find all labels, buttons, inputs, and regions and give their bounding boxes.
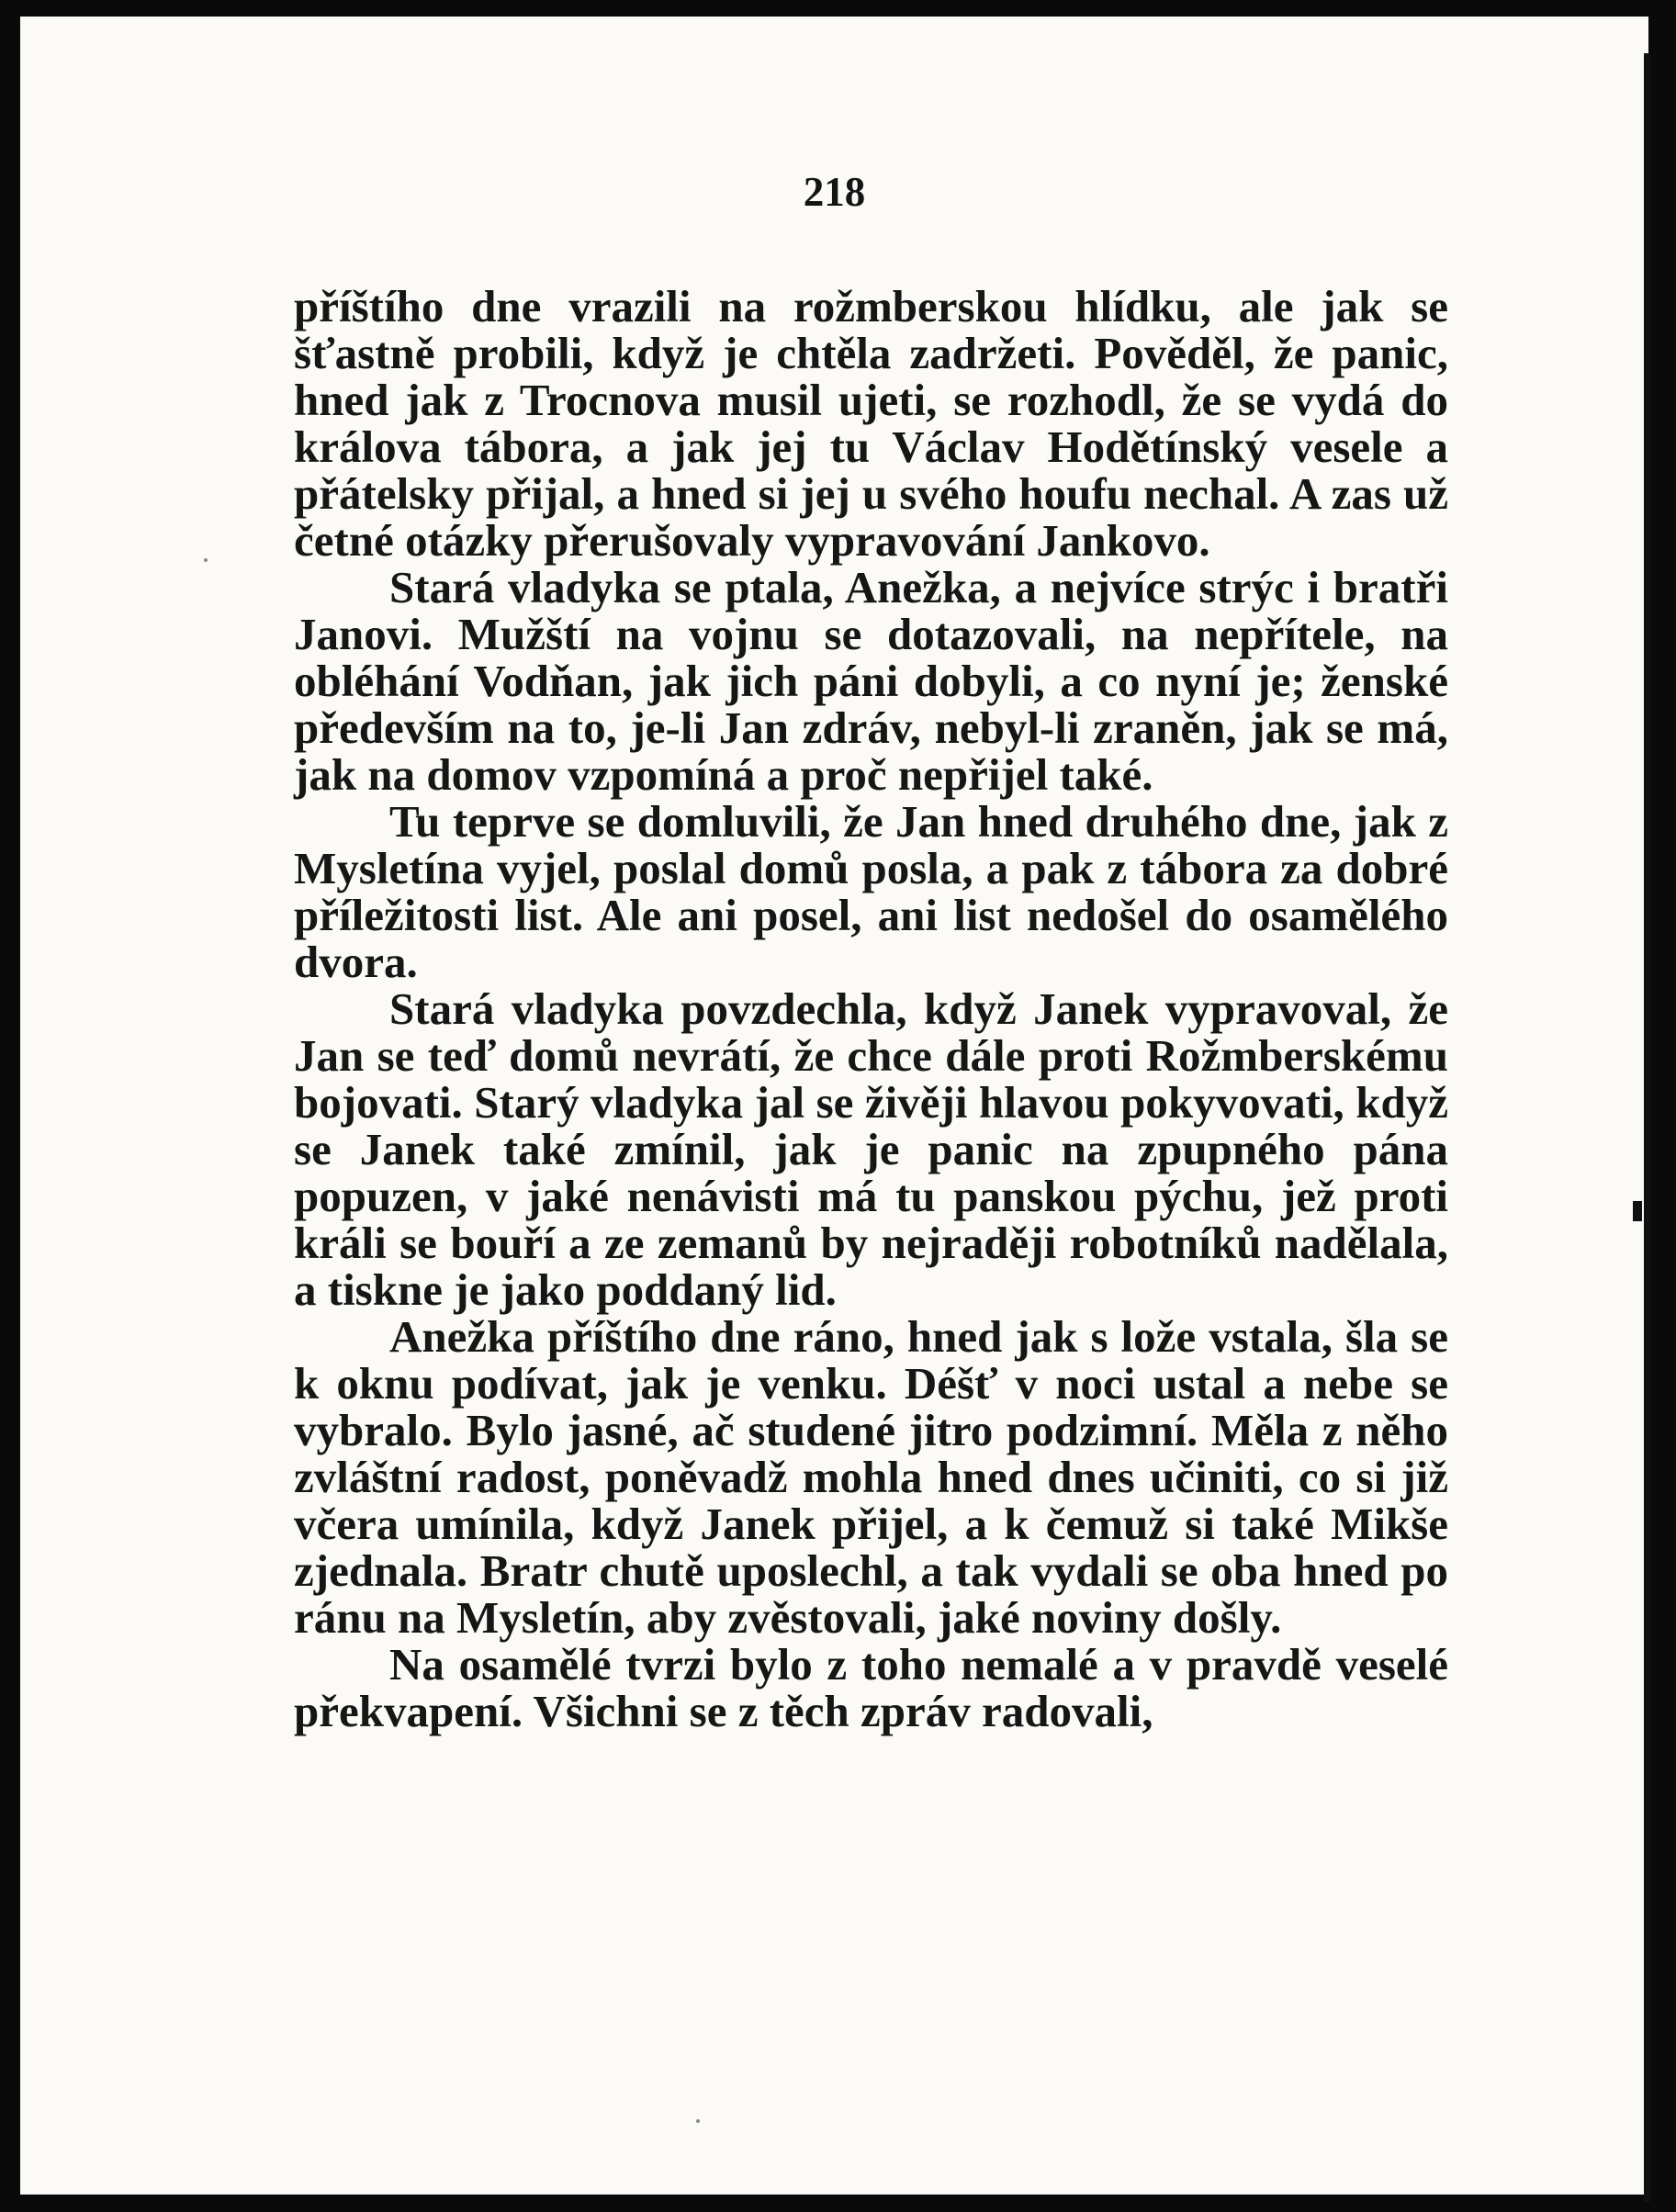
paragraph-4: Stará vladyka povzdechla, když Janek vypravoval, že Jan se teď domů nevrátí, že chce dále proti Rožmberskému bojovati. Starý vladyka jal se živěji hlavou pokyvovati, když se Janek také zmínil, jak je panic na zpupného pána popuzen, v jaké nenávisti má tu panskou pýchu, jež proti králi se bouří a ze zemanů by nejraději robotníků nadělala, a tiskne je jako poddaný lid. [294, 983, 1448, 1315]
paper-speck [204, 558, 208, 562]
page-number: 218 [803, 169, 866, 215]
paragraph-6: Na osamělé tvrzi bylo z toho nemalé a v pravdě veselé překvapení. Všichni se z těch zpráv radovali, [294, 1639, 1448, 1736]
paper-speck [696, 2119, 700, 2123]
book-page [20, 17, 1648, 2195]
body-text [294, 283, 1448, 1735]
paragraph-5: Anežka příštího dne ráno, hned jak s lože vstala, šla se k oknu podívat, jak je venku. Déšť v noci ustal a nebe se vybralo. Bylo jasné, ač studené jitro podzimní. Měla z něho zvláštní radost, poněvadž mohla hned dnes učiniti, co si již včera umínila, když Janek přijel, a k čemuž si také Mikše zjednala. Bratr chutě uposlechl, a tak vydali se oba hned po ránu na Mysletín, aby zvěstovali, jaké noviny došly. [294, 1311, 1448, 1643]
paragraph-2: Stará vladyka se ptala, Anežka, a nejvíce strýc i bratři Janovi. Mužští na vojnu se dotazovali, na nepřítele, na obléhání Vodňan, jak jich páni dobyli, a co nyní je; ženské především na to, je-li Jan zdráv, nebyl-li zraněn, jak se má, jak na domov vzpomíná a proč nepřijel také. [294, 562, 1448, 800]
paragraph-3: Tu teprve se domluvili, že Jan hned druhého dne, jak z Mysletína vyjel, poslal domů posla, a pak z tábora za dobré příležitosti list. Ale ani posel, ani list nedošel do osamělého dvora. [294, 796, 1448, 987]
page-edge-mark [1633, 1201, 1642, 1221]
page-edge-shadow [1644, 53, 1650, 2202]
paragraph-1: příštího dne vrazili na rožmberskou hlídku, ale jak se šťastně probili, když je chtěla zadržeti. Pověděl, že panic, hned jak z Trocnova musil ujeti, se rozhodl, že se vydá do králova tábora, a jak jej tu Václav Hodětínský vesele a přátelsky přijal, a hned si jej u svého houfu nechal. A zas už četné otázky přerušovaly vypravování Jankovo. [294, 281, 1448, 566]
